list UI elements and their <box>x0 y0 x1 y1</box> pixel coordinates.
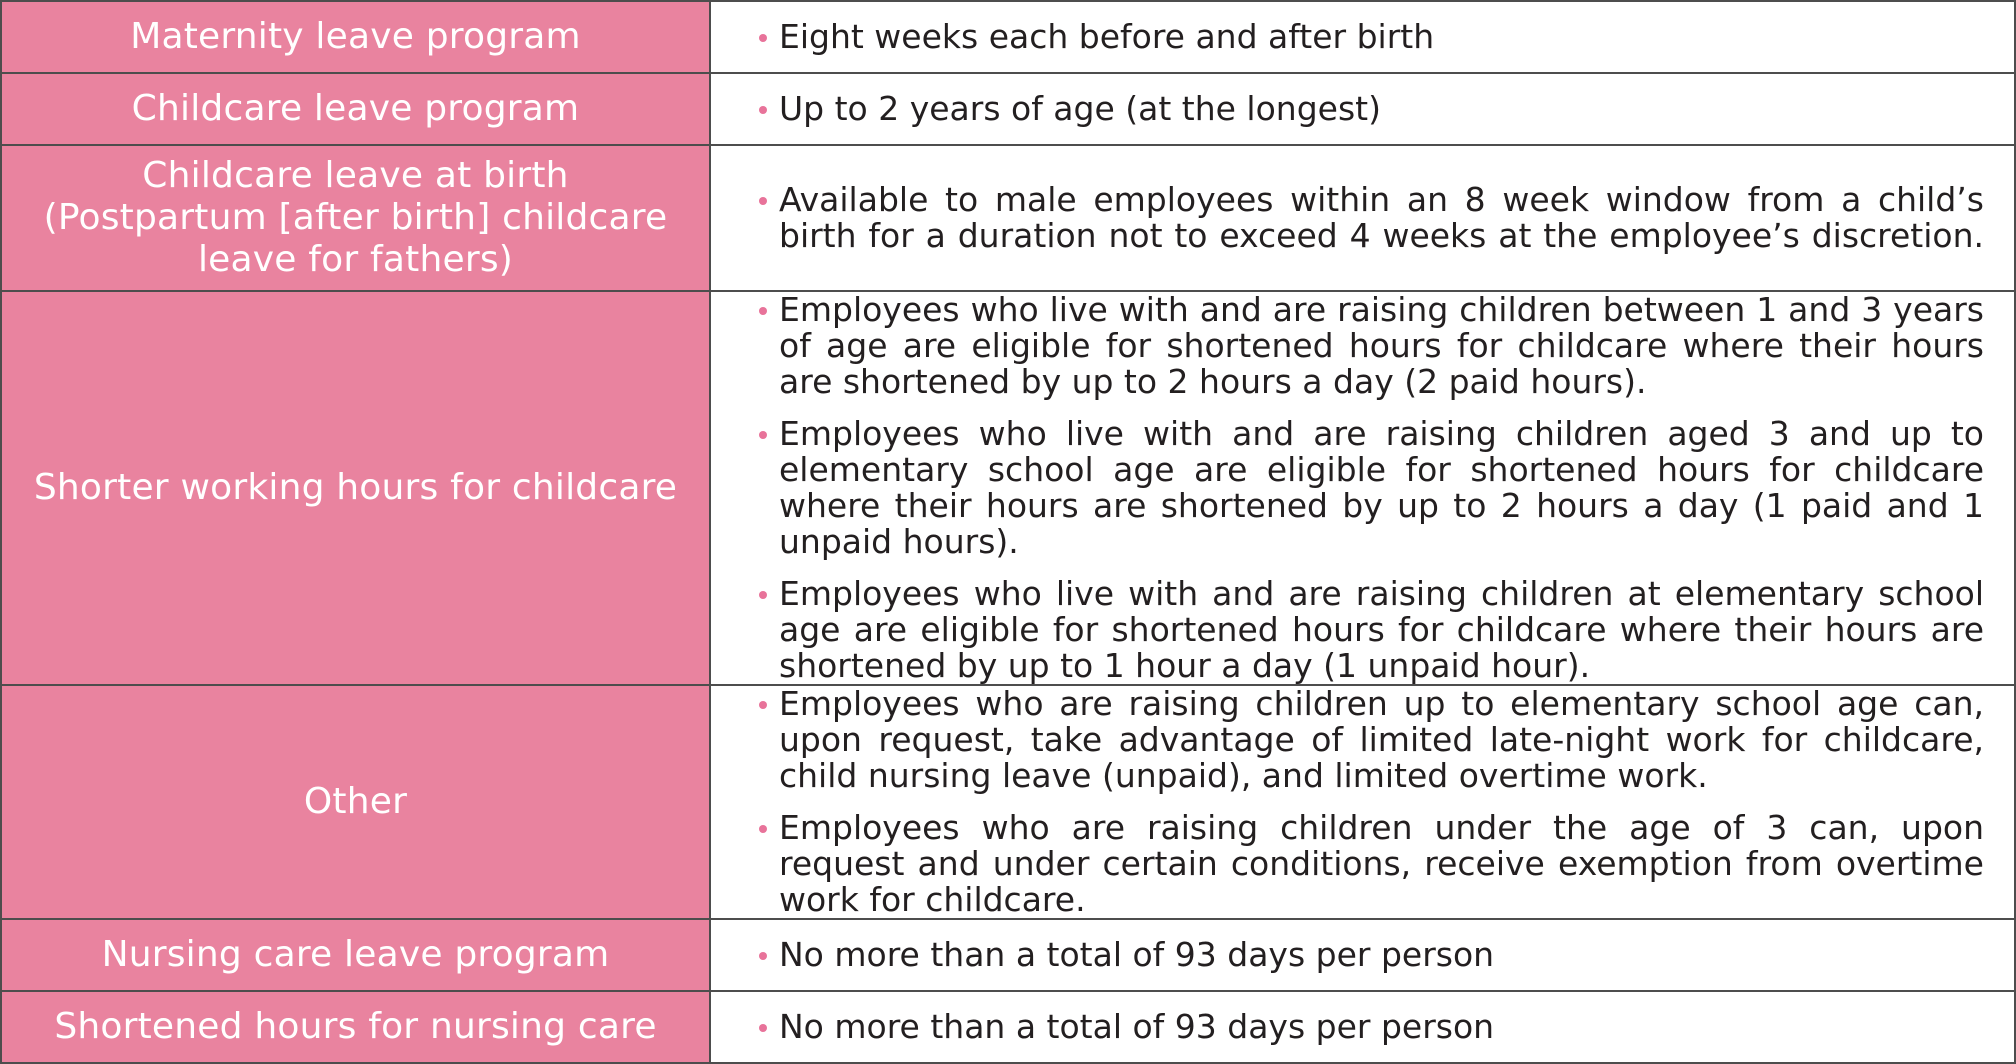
row-content <box>710 291 2015 685</box>
row-label <box>1 991 710 1063</box>
row-content <box>710 919 2015 991</box>
list-item <box>755 576 1984 684</box>
row-label <box>1 145 710 291</box>
row-content <box>710 1 2015 73</box>
table-row <box>1 145 2015 291</box>
row-content <box>710 145 2015 291</box>
list-item-text: Employees who live with and are raising children at elementary school age are eligible for shortened hours for childcare where their hours are shortened by up to 1 hour a day (1 unpaid hour). <box>779 574 1984 685</box>
row-content <box>710 991 2015 1063</box>
bullet-icon <box>759 197 767 205</box>
list-item <box>755 416 1984 560</box>
row-label-line: Maternity leave program <box>130 16 581 57</box>
bullet-icon <box>759 307 767 315</box>
table-row <box>1 291 2015 685</box>
list-item-text: Available to male employees within an 8 week window from a child’s birth for a duration not to exceed 4 weeks at the employee’s discretion. <box>779 180 1984 255</box>
row-label <box>1 685 710 919</box>
list-item-text: Up to 2 years of age (at the longest) <box>779 89 1381 128</box>
list-item-text: Employees who live with and are raising children between 1 and 3 years of age are eligible for shortened hours for childcare where their hours are shortened by up to 2 hours a day (2 paid hours). <box>779 290 1984 401</box>
row-label <box>1 73 710 145</box>
list-item <box>755 937 1984 973</box>
table-row <box>1 1 2015 73</box>
row-label-line: Shortened hours for nursing care <box>54 1006 657 1047</box>
bullet-icon <box>759 952 767 960</box>
list-item-text: Employees who are raising children up to elementary school age can, upon request, take advantage of limited late-night work for childcare, child nursing leave (unpaid), and limited overtime work. <box>779 684 1984 795</box>
bullet-icon <box>759 825 767 833</box>
list-item <box>755 810 1984 918</box>
bullet-icon <box>759 591 767 599</box>
list-item-text: Employees who live with and are raising children aged 3 and up to elementary school age are eligible for shortened hours for childcare where their hours are shortened by up to 2 hours a day (1 paid and 1 unpaid hours). <box>779 414 1984 561</box>
table-row <box>1 919 2015 991</box>
list-item <box>755 182 1984 254</box>
row-label <box>1 1 710 73</box>
table-row <box>1 991 2015 1063</box>
bullet-icon <box>759 106 767 114</box>
list-item <box>755 1009 1984 1045</box>
list-item <box>755 292 1984 400</box>
row-content <box>710 73 2015 145</box>
table-row <box>1 73 2015 145</box>
row-label-line: Nursing care leave program <box>101 934 610 975</box>
row-label <box>1 919 710 991</box>
list-item <box>755 91 1984 127</box>
bullet-icon <box>759 34 767 42</box>
bullet-icon <box>759 1024 767 1032</box>
row-label-line: (Postpartum [after birth] childcare <box>43 197 668 238</box>
list-item-text: No more than a total of 93 days per person <box>779 1007 1495 1046</box>
list-item <box>755 686 1984 794</box>
list-item-text: No more than a total of 93 days per person <box>779 935 1495 974</box>
row-label-line: Other <box>303 781 408 822</box>
list-item-text: Employees who are raising children under the age of 3 can, upon request and under certain conditions, receive exemption from overtime work for childcare. <box>779 808 1984 919</box>
row-label-line: leave for fathers) <box>197 239 514 280</box>
row-label-line: Childcare leave at birth <box>142 155 569 196</box>
row-label <box>1 291 710 685</box>
list-item <box>755 19 1984 55</box>
bullet-icon <box>759 431 767 439</box>
table-row <box>1 685 2015 919</box>
row-label-line: Childcare leave program <box>131 88 580 129</box>
row-content <box>710 685 2015 919</box>
row-label-line: Shorter working hours for childcare <box>33 467 678 508</box>
list-item-text: Eight weeks each before and after birth <box>779 17 1435 56</box>
bullet-icon <box>759 701 767 709</box>
